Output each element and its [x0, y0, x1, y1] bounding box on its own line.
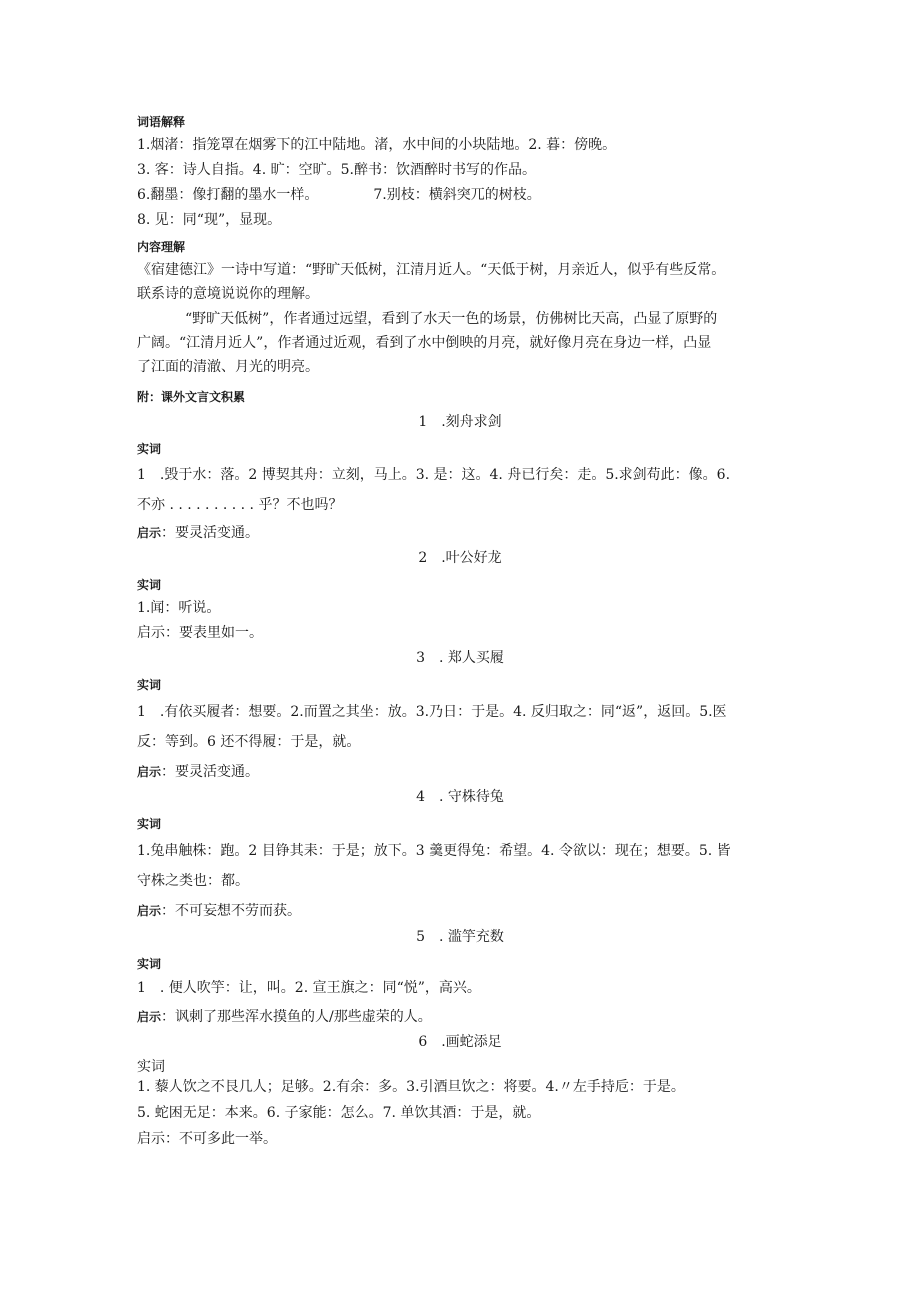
- story-insight: [137, 763, 259, 781]
- vocab-line: 3. 客：诗人自指。4. 旷：空旷。5.醉书：饮酒醉时书写的作品。: [137, 162, 536, 178]
- story-insight: [137, 524, 259, 542]
- story-label: 实词: [137, 678, 162, 692]
- insight-text: ：要表里如一。: [165, 625, 263, 641]
- vocab-heading: 词语解释: [137, 115, 186, 129]
- story-line: 1.兔串触株：跑。2 目铮其耒：于是；放下。3 羹更得兔：希望。4. 令欲以：现在；想要。5. 皆: [137, 843, 731, 859]
- insight-label: 启示: [137, 904, 162, 918]
- question-line: 《宿建德江》一诗中写道：“野旷天低树，江清月近人。“天低于树，月亲近人，似乎有些反常。: [137, 262, 726, 278]
- story-title: 6 .画蛇添足: [418, 1034, 502, 1050]
- story-line: 1. 藜人饮之不艮几人；足够。2.有余：多。3.引酒旦饮之：将要。4.〃左手持卮：于是。: [137, 1079, 685, 1095]
- answer-line: 了江面的清澈、月光的明亮。: [137, 359, 319, 375]
- story-line: 守株之类也：都。: [137, 873, 249, 889]
- insight-text: ：不可妄想不劳而获。: [161, 903, 302, 919]
- story-title: 5 . 滥竽充数: [416, 929, 504, 945]
- insight-label: 启示: [137, 526, 162, 540]
- story-label: 实词: [137, 442, 162, 456]
- vocab-line: 6.翻墨：像打翻的墨水一样。: [137, 187, 319, 203]
- story-line: 1 . 便人吹竽：让，叫。2. 宣王旗之：同“悦”，高兴。: [137, 980, 481, 996]
- story-line: 1 .毁于水：落。2 博契其舟：立刻，马上。3. 是：这。4. 舟已行矣：走。5.求剑苟此：像。6.: [137, 467, 731, 483]
- vocab-line: 1.烟渚：指笼罩在烟雾下的江中陆地。渚，水中间的小块陆地。2. 暮：傍晚。: [137, 137, 617, 153]
- appendix-heading: 附：课外文言文积累: [137, 390, 246, 404]
- insight-text: ：要灵活变通。: [161, 525, 260, 541]
- insight-label: 启示: [137, 1131, 165, 1147]
- insight-text: ：要灵活变通。: [161, 764, 260, 780]
- story-line: 1.闻：听说。: [137, 600, 221, 616]
- story-title: 3 . 郑人买履: [416, 650, 504, 666]
- story-label: 实词: [137, 957, 162, 971]
- question-line: 联系诗的意境说说你的理解。: [137, 286, 319, 302]
- story-insight: [137, 902, 301, 920]
- story-label: 实词: [137, 578, 162, 592]
- content-heading: 内容理解: [137, 240, 186, 254]
- story-label: 实词: [137, 1059, 165, 1075]
- story-title: 1 .刻舟求剑: [418, 414, 502, 430]
- story-line: 1 .有依买履者：想要。2.而置之其坐：放。3.乃日：于是。4. 反归取之：同“返”，返回。5.医: [137, 704, 727, 720]
- story-insight: [137, 624, 263, 642]
- story-insight: [137, 1130, 277, 1148]
- story-line: 5. 蛇困无足：本来。6. 子家能：怎么。7. 单饮其酒：于是，就。: [137, 1105, 541, 1121]
- story-insight: [137, 1008, 432, 1026]
- vocab-line: 8. 见：同“现”，显现。: [137, 212, 282, 228]
- insight-text: ：讽刺了那些浑水摸鱼的人/那些虚荣的人。: [161, 1009, 432, 1025]
- answer-line: 广阔。“江清月近人”，作者通过近观，看到了水中倒映的月亮，就好像月亮在身边一样，凸显: [137, 335, 712, 351]
- story-line: 不亦 . . . . . . . . . . 乎？不也吗？: [137, 497, 343, 513]
- insight-label: 启示: [137, 1010, 162, 1024]
- story-line: 反：等到。6 还不得履：于是，就。: [137, 734, 361, 750]
- answer-line: “野旷天低树”，作者通过远望，看到了水天一色的场景，仿佛树比天高，凸显了原野的: [185, 311, 718, 327]
- insight-text: ：不可多此一举。: [165, 1131, 277, 1147]
- story-title: 2 .叶公好龙: [418, 550, 502, 566]
- story-label: 实词: [137, 817, 162, 831]
- vocab-line: 7.别枝：横斜突兀的树枝。: [373, 187, 541, 203]
- story-title: 4 . 守株待兔: [416, 789, 504, 805]
- vocab-line-row: [137, 186, 541, 204]
- insight-label: 启示: [137, 625, 165, 641]
- insight-label: 启示: [137, 765, 162, 779]
